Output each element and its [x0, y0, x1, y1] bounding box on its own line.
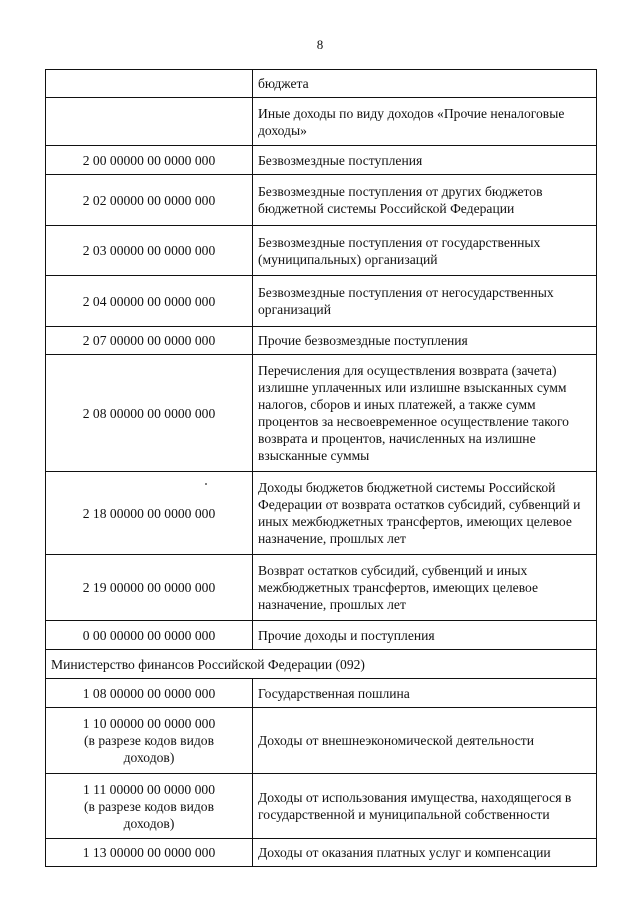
table-row — [46, 355, 597, 472]
table-row — [46, 276, 597, 327]
revenue-description-cell: Доходы от внешнеэкономической деятельности — [253, 708, 597, 774]
revenue-code-cell — [46, 774, 253, 839]
revenue-code-cell — [46, 276, 253, 327]
revenue-code-cell — [46, 146, 253, 175]
revenue-code-cell — [46, 226, 253, 276]
table-row — [46, 226, 597, 276]
table-row — [46, 70, 597, 98]
revenue-code-line: 2 08 00000 00 0000 000 — [82, 405, 216, 421]
table-row — [46, 708, 597, 774]
revenue-code-cell — [46, 472, 253, 555]
revenue-code-line: 1 08 00000 00 0000 000 — [82, 685, 216, 701]
table-row — [46, 679, 597, 708]
revenue-code-cell — [46, 70, 253, 98]
table-row — [46, 146, 597, 175]
revenue-code-line: доходов) — [123, 815, 175, 831]
revenue-code-cell — [46, 621, 253, 650]
table-row — [46, 472, 597, 555]
revenue-code-line: 2 19 00000 00 0000 000 — [82, 580, 216, 595]
revenue-code-line: 2 04 00000 00 0000 000 — [82, 293, 216, 309]
section-title: Министерство финансов Российской Федерации (092) — [46, 650, 597, 679]
revenue-description-cell: Доходы от использования имущества, находящегося в государственной и муниципальной собственности — [253, 774, 597, 839]
revenue-code-line: (в разрезе кодов видов — [83, 733, 215, 748]
revenue-description-cell: Безвозмездные поступления от других бюджетов бюджетной системы Российской Федерации — [253, 175, 597, 226]
table-row — [46, 839, 597, 867]
revenue-code-cell — [46, 708, 253, 774]
section-header-row — [46, 650, 597, 679]
revenue-description-cell: Безвозмездные поступления от государственных (муниципальных) организаций — [253, 226, 597, 276]
revenue-code-cell — [46, 327, 253, 355]
revenue-description-cell: Государственная пошлина — [253, 679, 597, 708]
revenue-description-cell: Прочие доходы и поступления — [253, 621, 597, 650]
table-row — [46, 774, 597, 839]
revenue-code-line: 2 00 00000 00 0000 000 — [82, 152, 216, 168]
table-body — [46, 70, 597, 867]
revenue-code-cell — [46, 679, 253, 708]
revenue-description-cell: Доходы от оказания платных услуг и компенсации — [253, 839, 597, 867]
revenue-code-cell — [46, 98, 253, 146]
revenue-code-line: 1 10 00000 00 0000 000 — [82, 716, 216, 731]
revenue-code-cell — [46, 355, 253, 472]
revenue-code-line: 2 03 00000 00 0000 000 — [82, 243, 216, 258]
revenue-description-cell: бюджета — [253, 70, 597, 98]
revenue-codes-table — [45, 69, 597, 867]
revenue-description-cell: Прочие безвозмездные поступления — [253, 327, 597, 355]
revenue-description-cell: Доходы бюджетов бюджетной системы Российской Федерации от возврата остатков субсидий, субвенций и иных межбюджетных трансфертов, имеющих целевое назначение, прошлых лет — [253, 472, 597, 555]
table-row — [46, 621, 597, 650]
revenue-code-line: 1 13 00000 00 0000 000 — [82, 845, 216, 860]
revenue-code-line: 2 02 00000 00 0000 000 — [82, 192, 216, 208]
scan-speck — [205, 483, 207, 485]
revenue-code-line: 1 11 00000 00 0000 000 — [82, 781, 216, 797]
revenue-code-line: доходов) — [123, 750, 175, 765]
table-row — [46, 98, 597, 146]
revenue-code-cell — [46, 839, 253, 867]
revenue-description-cell: Возврат остатков субсидий, субвенций и иных межбюджетных трансфертов, имеющих целевое назначение, прошлых лет — [253, 555, 597, 621]
page-number: 8 — [316, 37, 324, 52]
revenue-code-line: 2 07 00000 00 0000 000 — [82, 333, 216, 348]
revenue-description-cell: Безвозмездные поступления — [253, 146, 597, 175]
revenue-description-cell: Перечисления для осуществления возврата (зачета) излишне уплаченных или излишне взысканных сумм налогов, сборов и иных платежей, а также сумм процентов за несвоевременное осуществление такого возврата и процентов, начисленных на излишне взысканные суммы — [253, 355, 597, 472]
revenue-description-cell: Иные доходы по виду доходов «Прочие неналоговые доходы» — [253, 98, 597, 146]
table-row — [46, 327, 597, 355]
revenue-code-line: 2 18 00000 00 0000 000 — [82, 505, 216, 521]
revenue-description-cell: Безвозмездные поступления от негосударственных организаций — [253, 276, 597, 327]
revenue-code-cell — [46, 555, 253, 621]
revenue-code-cell — [46, 175, 253, 226]
revenue-code-line: 0 00 00000 00 0000 000 — [82, 627, 216, 643]
revenue-code-line: (в разрезе кодов видов — [83, 798, 215, 814]
table-row — [46, 555, 597, 621]
table-row — [46, 175, 597, 226]
